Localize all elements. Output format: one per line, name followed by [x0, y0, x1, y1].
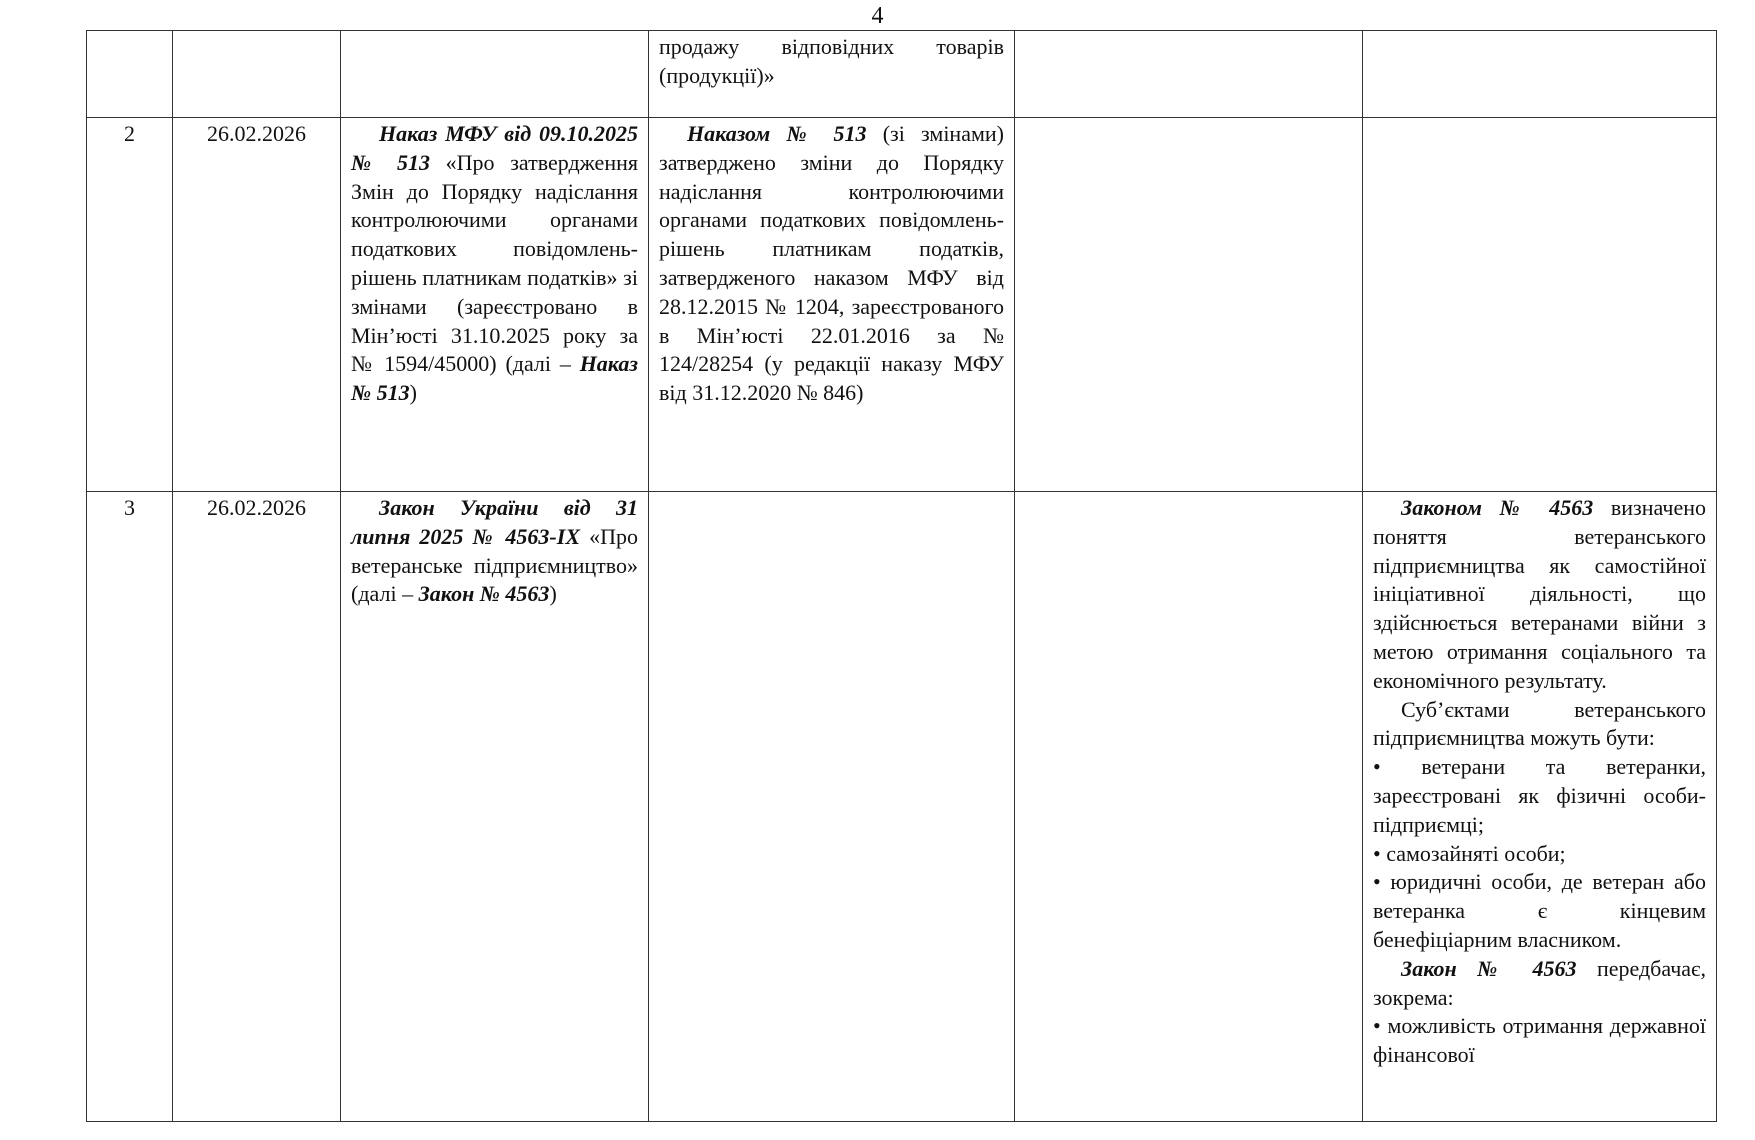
table-row [87, 492, 1717, 1122]
document-cell [341, 118, 649, 492]
empty-cell [1015, 492, 1363, 1122]
date-cell [173, 31, 341, 118]
table-row [87, 118, 1717, 492]
description-text: Наказом № 513 (зі змінами) затверджено зміни до Порядку надіслання контролюючими органами податкових повідомлень-рішень платникам податків, затвердженого наказом МФУ від 28.12.2015 № 1204, зареєстрованого в Мін’юсті 22.01.2016 за № 124/28254 (у редакції наказу МФУ від 31.12.2020 № 846) [659, 121, 1004, 406]
comment-cell [1363, 118, 1717, 492]
empty-cell [1015, 31, 1363, 118]
document-title: Закон України від 31 липня 2025 № 4563-IX «Про ветеранське підприємництво» (далі – Закон № 4563) [351, 495, 639, 607]
list-item: • юридичні особи, де ветеран або ветеранка є кінцевим бенефіціарним власником. [1373, 869, 1706, 952]
row-number-cell: 2 [87, 118, 173, 492]
page-number: 4 [871, 3, 884, 29]
legislation-table [86, 30, 1717, 1122]
description-cell [649, 118, 1015, 492]
date-cell: 26.02.2026 [173, 492, 341, 1122]
comment-cell [1363, 31, 1717, 118]
row-number-cell: 3 [87, 492, 173, 1122]
list-item: • ветерани та ветеранки, зареєстровані як фізичні особи-підприємці; [1373, 754, 1706, 837]
comment-text: Законом № 4563 визначено поняття ветеранського підприємництва як самостійної ініціативної діяльності, що здійснюється ветеранами війни з метою отримання соціального та економічного результату. Суб’єктами ветеранського підприємництва можуть бути: • ветерани та ветеранки, зареєстровані як фізичні особи-підприємці; • самозайняті особи; • юридичні особи, де ветеран або ветеранка є кінцевим бенефіціарним власником. Закон № 4563 передбачає, зокрема: • можливість отримання державної фінансової [1363, 492, 1716, 1070]
list-item: • можливість отримання державної фінансової [1373, 1013, 1706, 1068]
row-number-cell [87, 31, 173, 118]
description-text: продажу відповідних товарів (продукції)» [659, 34, 1004, 88]
description-cell [649, 492, 1015, 1122]
document-cell [341, 492, 649, 1122]
list-item: • самозайняті особи; [1373, 840, 1566, 866]
empty-cell [1015, 118, 1363, 492]
document-title: Наказ МФУ від 09.10.2025 № 513 «Про затвердження Змін до Порядку надіслання контролюючими органами податкових повідомлень-рішень платникам податків» зі змінами (зареєстровано в Мін’юсті 31.10.2025 року за № 1594/45000) (далі – Наказ № 513) [351, 121, 638, 406]
description-cell [649, 31, 1015, 118]
table-row [87, 31, 1717, 118]
document-cell [341, 31, 649, 118]
comment-cell [1363, 492, 1717, 1122]
date-cell: 26.02.2026 [173, 118, 341, 492]
